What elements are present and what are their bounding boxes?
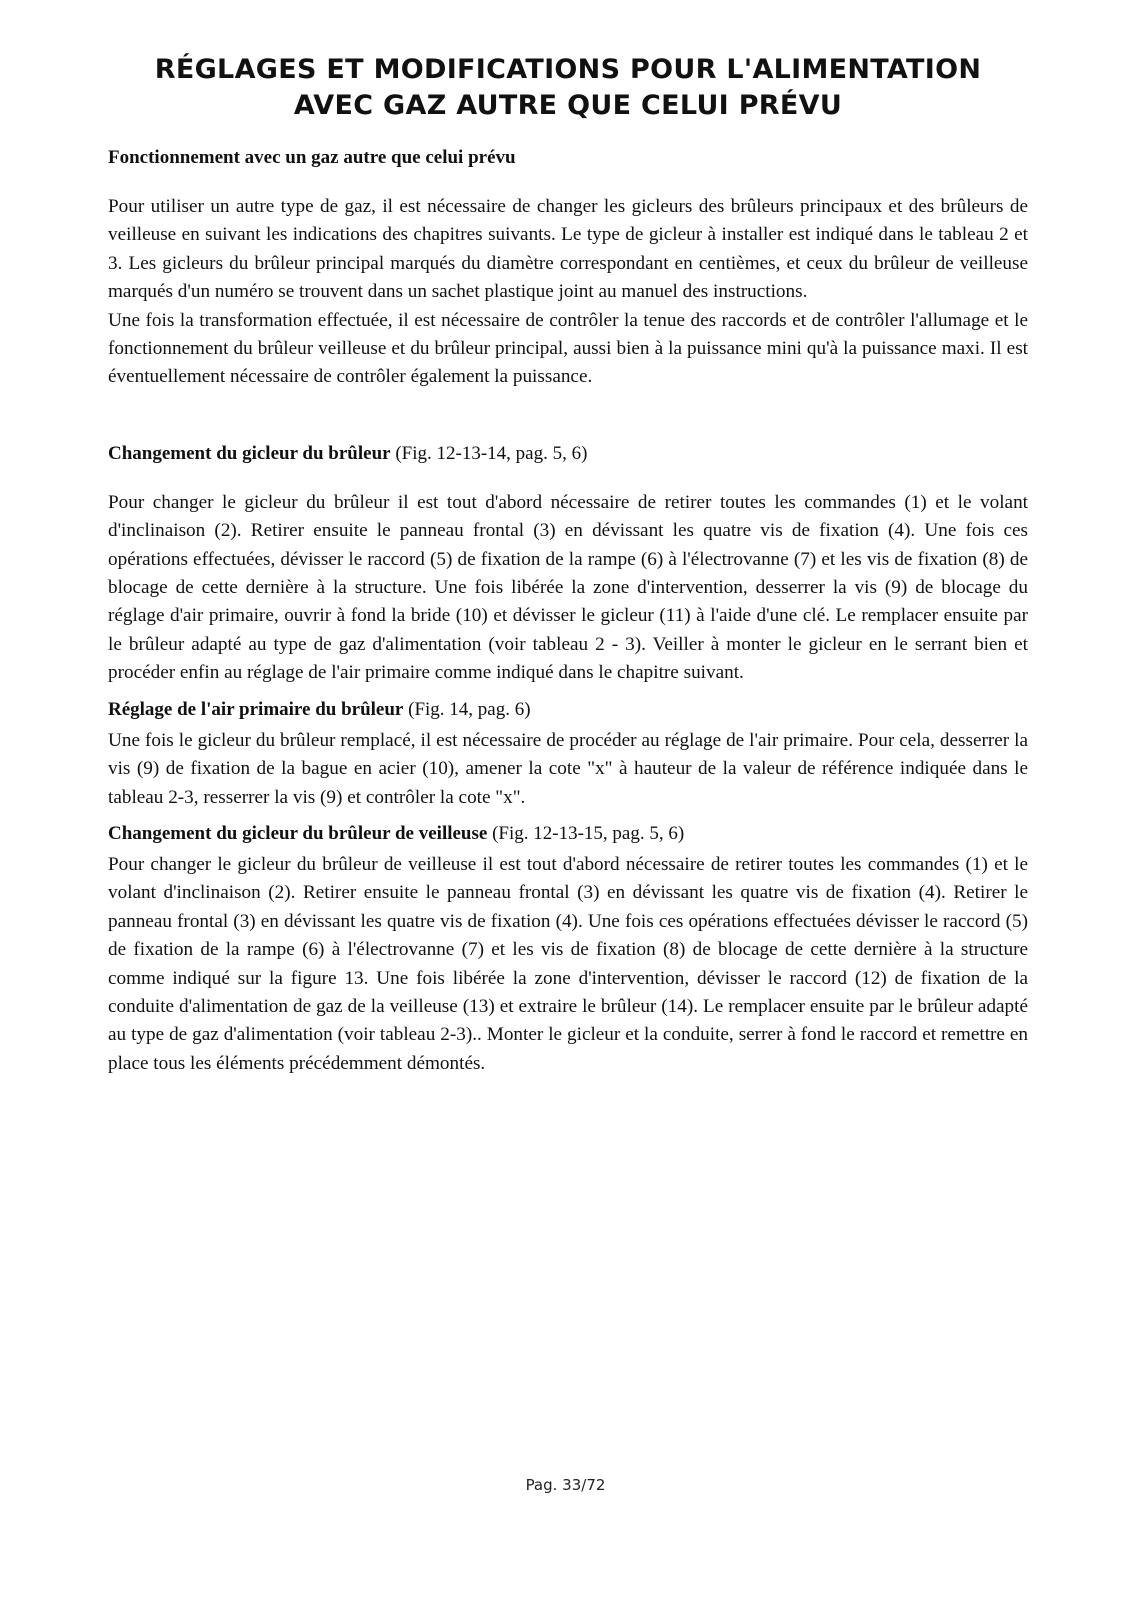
page-number: Pag. 33/72	[525, 1476, 606, 1494]
paragraph: Pour utiliser un autre type de gaz, il est nécessaire de changer les gicleurs des brûleurs principaux et des brûleurs de veilleuse en suivant les indications des chapitres suivants. Le type de gicleur à installer est indiqué dans le tableau 2 et 3. Les gicleurs du brûleur principal marqués du diamètre correspondant en centièmes, et ceux du brûleur de veilleuse marqués d'un numéro se trouvent dans un sachet plastique joint au manuel des instructions.	[108, 196, 1028, 303]
section-heading	[108, 440, 1028, 467]
section-reglage-air-primaire	[108, 696, 1028, 812]
section-heading-ref: (Fig. 14, pag. 6)	[403, 698, 531, 720]
section-heading-bold: Fonctionnement avec un gaz autre que celui prévu	[108, 147, 516, 168]
section-heading-bold: Changement du gicleur du brûleur	[108, 442, 391, 464]
title-line-2: AVEC GAZ AUTRE QUE CELUI PRÉVU	[293, 90, 843, 121]
paragraph: Pour changer le gicleur du brûleur de veilleuse il est tout d'abord nécessaire de retirer toutes les commandes (1) et le volant d'inclinaison (2). Retirer ensuite le panneau frontal (3) en dévissant les quatre vis de fixation (4). Retirer le panneau frontal (3) en dévissant les quatre vis de fixation (4). Une fois ces opérations effectuées dévisser le raccord (5) de fixation de la rampe (6) à l'électrovanne (7) et les vis de fixation (8) de blocage de cette dernière à la structure comme indiqué sur la figure 13. Une fois libérée la zone d'intervention, dévisser le raccord (12) de fixation de la conduite d'alimentation de gaz de la veilleuse (13) et extraire le brûleur (14). Le remplacer ensuite par le brûleur adapté au type de gaz d'alimentation (voir tableau 2-3).. Monter le gicleur et la conduite, serrer à fond le raccord et remettre en place tous les éléments précédemment démontés.	[108, 853, 1028, 1074]
section-fonctionnement	[108, 144, 1028, 392]
document-page	[108, 52, 1028, 1078]
paragraph: Pour changer le gicleur du brûleur il est tout d'abord nécessaire de retirer toutes les commandes (1) et le volant d'inclinaison (2). Retirer ensuite le panneau frontal (3) en dévissant les quatre vis de fixation (4). Une fois ces opérations effectuées, dévisser le raccord (5) de fixation de la rampe (6) à l'électrovanne (7) et les vis de fixation (8) de blocage de cette dernière à la structure. Une fois libérée la zone d'intervention, desserrer la vis (9) de blocage du réglage d'air primaire, ouvrir à fond la bride (10) et dévisser le gicleur (11) à l'aide d'une clé. Le remplacer ensuite par le brûleur adapté au type de gaz d'alimentation (voir tableau 2 - 3). Veiller à monter le gicleur en le serrant bien et procéder enfin au réglage de l'air primaire comme indiqué dans le chapitre suivant.	[108, 491, 1028, 684]
section-heading-ref: (Fig. 12-13-14, pag. 5, 6)	[390, 442, 588, 464]
document-title	[108, 52, 1028, 124]
paragraph: Une fois le gicleur du brûleur remplacé, il est nécessaire de procéder au réglage de l'air primaire. Pour cela, desserrer la vis (9) de fixation de la bague en acier (10), amener la cote "x" à hauteur de la valeur de référence indiquée dans le tableau 2-3, resserrer la vis (9) et contrôler la cote "x".	[108, 729, 1028, 808]
section-heading-bold: Réglage de l'air primaire du brûleur	[108, 698, 404, 720]
section-changement-gicleur	[108, 440, 1028, 688]
section-heading	[108, 820, 1028, 847]
section-changement-gicleur-veilleuse	[108, 820, 1028, 1078]
section-heading	[108, 696, 1028, 723]
section-heading-bold: Changement du gicleur du brûleur de veilleuse	[108, 822, 488, 844]
section-heading-ref: (Fig. 12-13-15, pag. 5, 6)	[487, 822, 685, 844]
paragraph: Une fois la transformation effectuée, il est nécessaire de contrôler la tenue des raccords et de contrôler l'allumage et le fonctionnement du brûleur veilleuse et du brûleur principal, aussi bien à la puissance mini qu'à la puissance maxi. Il est éventuellement nécessaire de contrôler également la puissance.	[108, 309, 1028, 388]
section-heading	[108, 144, 1028, 171]
title-line-1: RÉGLAGES ET MODIFICATIONS POUR L'ALIMENTATION	[154, 54, 982, 85]
